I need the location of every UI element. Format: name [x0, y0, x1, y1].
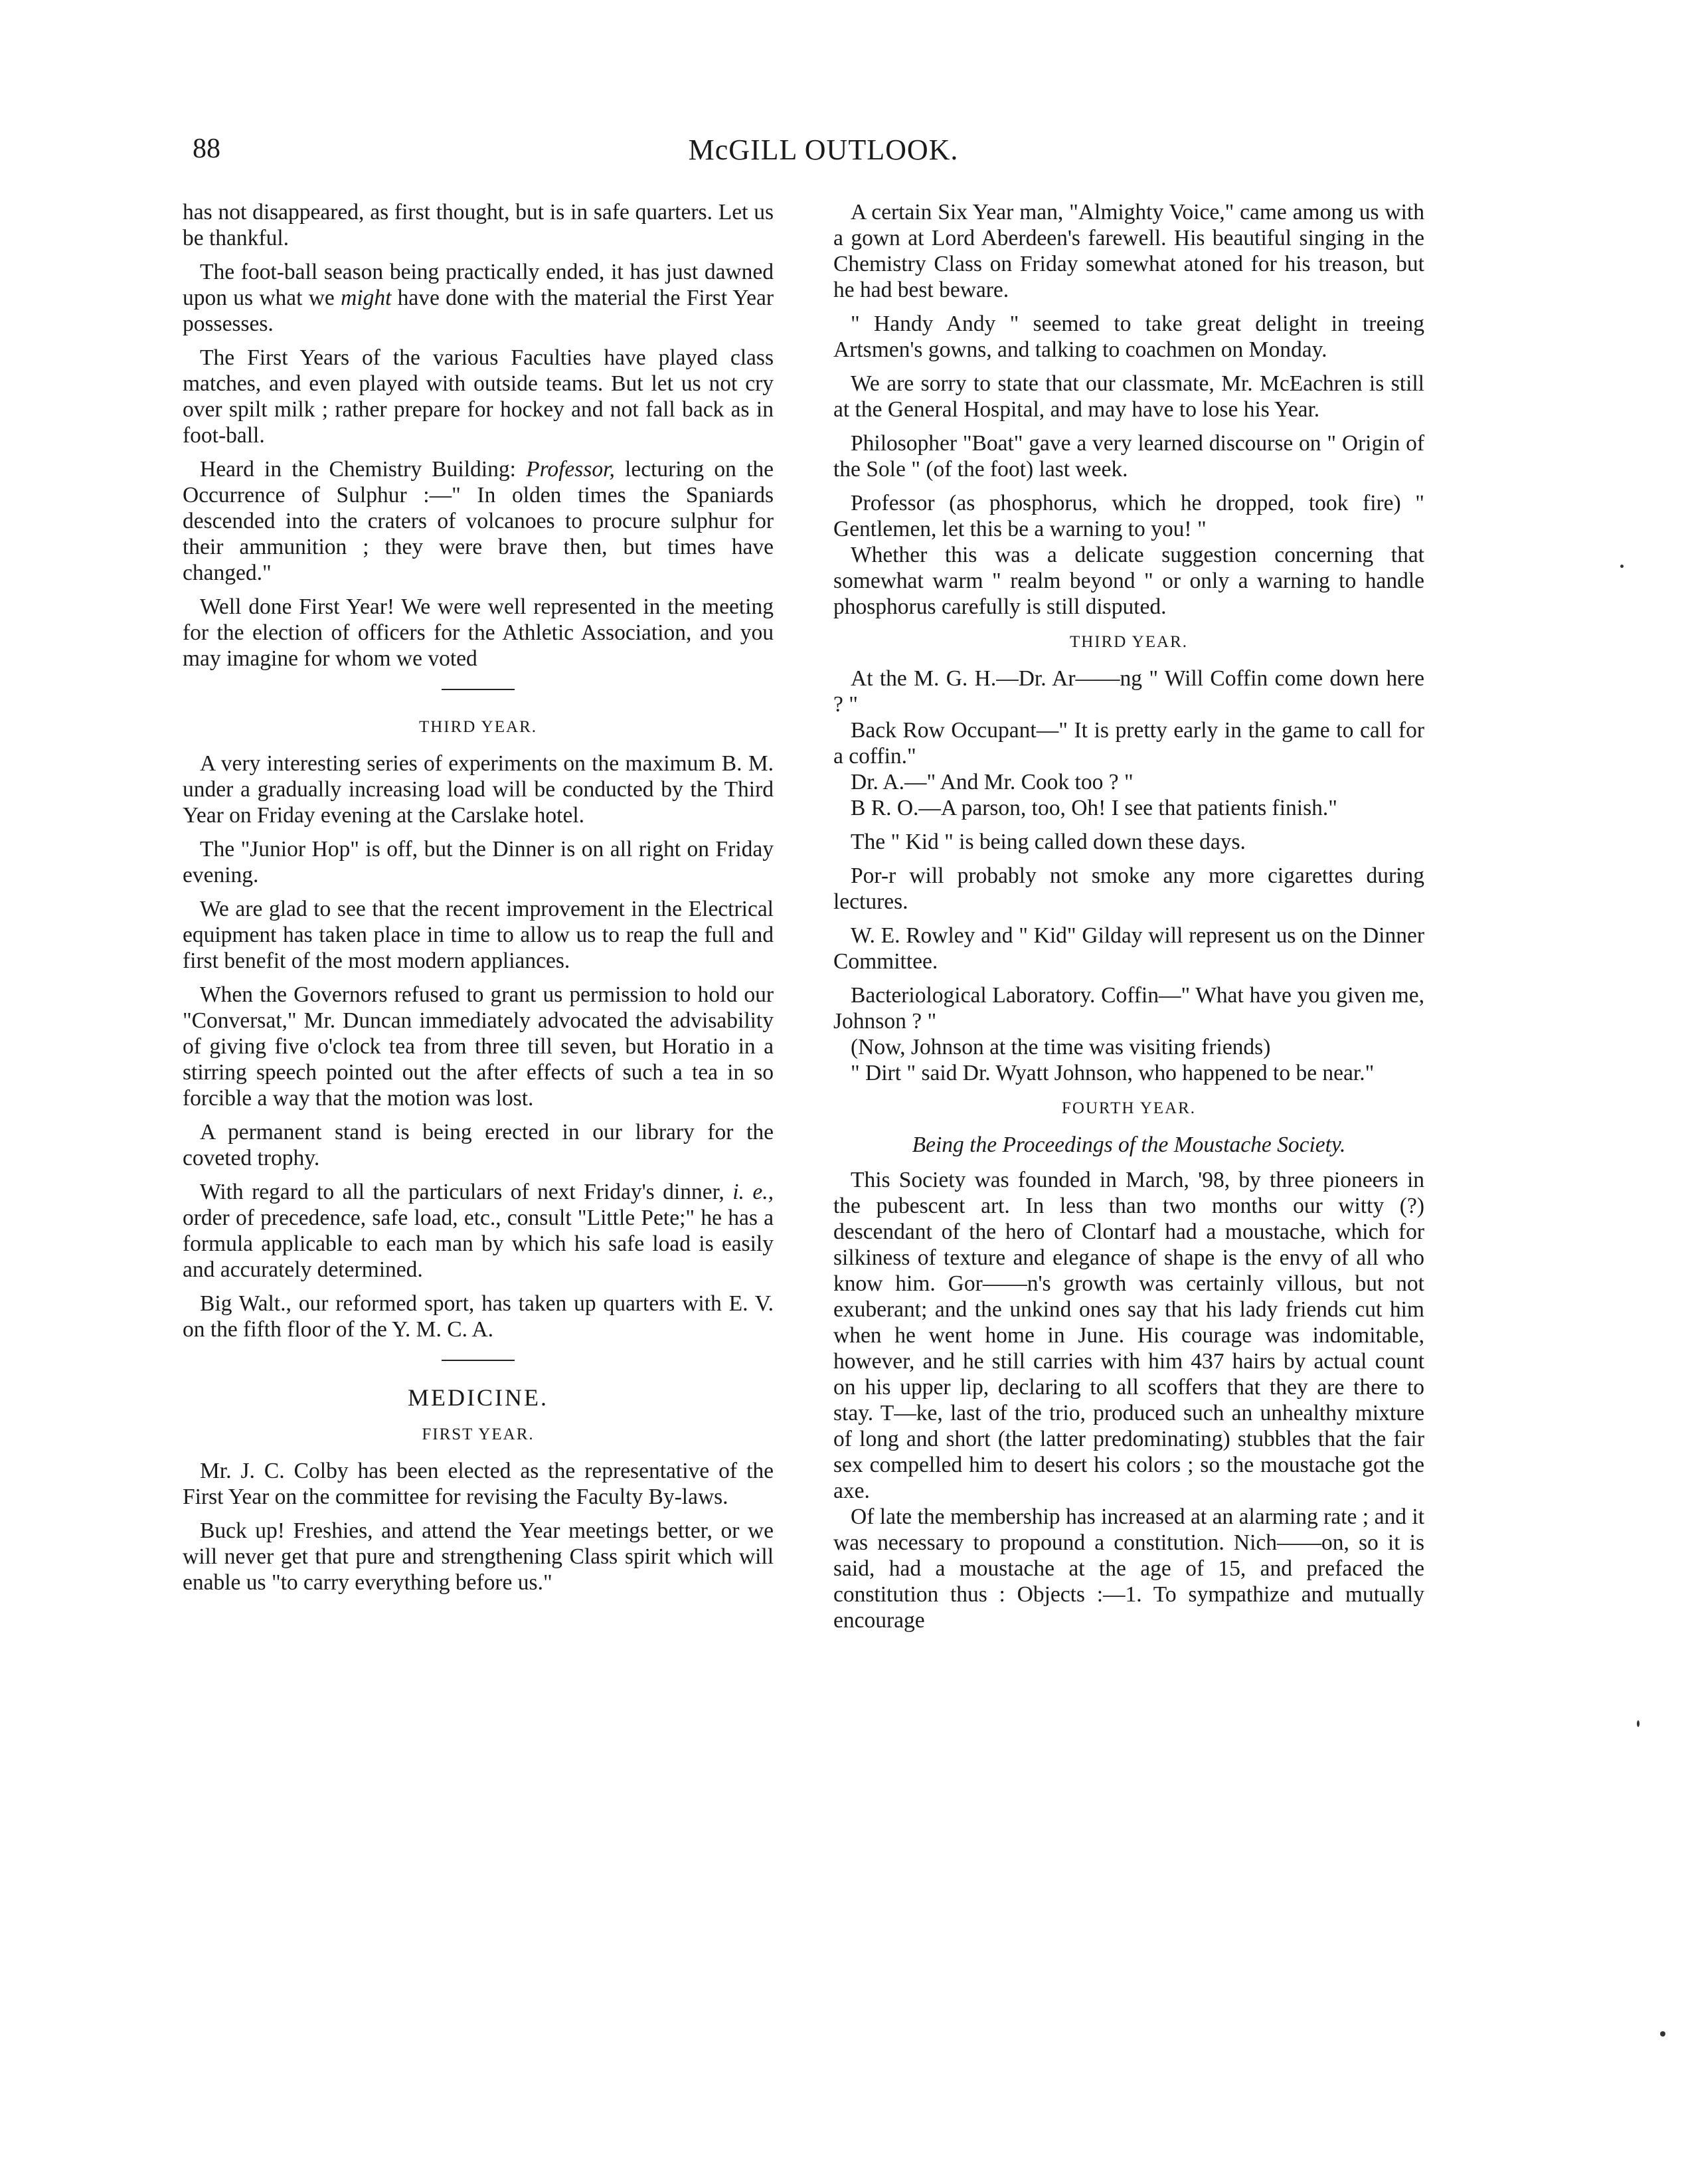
paragraph: Of late the membership has increased at an alarming rate ; and it was necessary to propound a constitution. Nich——on, so it is said, had a moustache at the age of 15, and prefaced the constitution thus : Objects :—1. To sympathize and mutually encourage [833, 1504, 1424, 1633]
paragraph: Dr. A.—" And Mr. Cook too ? " [851, 770, 1134, 794]
paragraph: has not disappeared, as first thought, but is in safe quarters. Let us be thankful. [183, 200, 774, 250]
paragraph: Por-r will probably not smoke any more cigarettes during lectures. [833, 864, 1424, 914]
section-divider [442, 1360, 515, 1361]
paragraph: At the M. G. H.—Dr. Ar——ng " Will Coffin come down here ? " [833, 666, 1424, 717]
paragraph: B R. O.—A parson, too, Oh! I see that patients finish." [851, 796, 1337, 820]
running-title: McGILL OUTLOOK. [688, 134, 959, 166]
paragraph: A certain Six Year man, "Almighty Voice," came among us with a gown at Lord Aberdeen's farewell. His beautiful singing in the Chemistry Class on Friday somewhat atoned for his treason, but he had best beware. [833, 200, 1424, 302]
page-header [193, 133, 1454, 186]
right-column [833, 199, 1424, 1641]
paragraph: This Society was founded in March, '98, by three pioneers in the pubescent art. In less than two months our witty (?) descendant of the hero of Clontarf had a moustache, which for silkiness of texture and elegance of shape is the envy of all who know him. Gor——n's growth was certainly villous, but not exuberant; and the unkind ones say that his lady friends cut him when he went home in June. His courage was indomitable, however, and he still carries with him 437 hairs by actual count on his upper lip, declaring to all scoffers that they are there to stay. T—ke, last of the trio, produced such an unhealthy mixture of long and short (the latter predominating) stubbles that the fair sex compelled him to desert his colors ; so the moustache got the axe. [833, 1168, 1424, 1503]
paragraph: " Handy Andy " seemed to take great delight in treeing Artsmen's gowns, and talking to coachmen on Monday. [833, 312, 1424, 362]
paragraph: A permanent stand is being erected in our library for the coveted trophy. [183, 1120, 774, 1170]
section-heading-medicine: MEDICINE. [408, 1384, 548, 1411]
section-heading-fourth-year: FOURTH YEAR. [1061, 1099, 1197, 1117]
paragraph: A very interesting series of experiments on the maximum B. M. under a gradually increasing load will be conducted by the Third Year on Friday evening at the Carslake hotel. [183, 751, 774, 828]
section-heading-third-year: THIRD YEAR. [418, 718, 537, 736]
paragraph: Heard in the Chemistry Building: Professor, lecturing on the Occurrence of Sulphur :—" In olden times the Spaniards descended into the craters of volcanoes to procure sulphur for their ammunition ; they were brave then, but times have changed." [183, 457, 774, 585]
paragraph: We are glad to see that the recent improvement in the Electrical equipment has taken place in time to allow us to reap the full and first benefit of the most modern appliances. [183, 897, 774, 973]
section-heading-third-year: THIRD YEAR. [1069, 633, 1188, 651]
paragraph: (Now, Johnson at the time was visiting friends) [851, 1035, 1271, 1059]
scan-speck [1620, 565, 1624, 568]
paragraph: We are sorry to state that our classmate, Mr. McEachren is still at the General Hospital, and may have to lose his Year. [833, 371, 1424, 422]
paragraph: " Dirt " said Dr. Wyatt Johnson, who happened to be near." [851, 1061, 1375, 1085]
paragraph: Big Walt., our reformed sport, has taken up quarters with E. V. on the fifth floor of the Y. M. C. A. [183, 1291, 774, 1342]
paragraph: The First Years of the various Faculties have played class matches, and even played with outside teams. But let us not cry over spilt milk ; rather prepare for hockey and not fall back as in foot-ball. [183, 345, 774, 448]
scan-speck [1660, 2031, 1665, 2037]
paragraph: Philosopher "Boat" gave a very learned discourse on " Origin of the Sole " (of the foot) last week. [833, 431, 1424, 482]
paragraph: Whether this was a delicate suggestion concerning that somewhat warm " realm beyond " or only a warning to handle phosphorus carefully is still disputed. [833, 543, 1424, 619]
paragraph: Buck up! Freshies, and attend the Year meetings better, or we will never get that pure and strengthening Class spirit which will enable us "to carry everything before us." [183, 1518, 774, 1595]
section-divider [442, 689, 515, 690]
paragraph: The " Kid " is being called down these days. [851, 830, 1246, 854]
page-number: 88 [193, 134, 220, 164]
paragraph: Bacteriological Laboratory. Coffin—" What have you given me, Johnson ? " [833, 983, 1424, 1034]
paragraph: The "Junior Hop" is off, but the Dinner is on all right on Friday evening. [183, 837, 774, 887]
section-heading-first-year: FIRST YEAR. [422, 1425, 535, 1443]
paragraph: With regard to all the particulars of next Friday's dinner, i. e., order of precedence, safe load, etc., consult "Little Pete;" he has a formula applicable to each man by which his safe load is easily and accurately determined. [183, 1180, 774, 1282]
paragraph: Mr. J. C. Colby has been elected as the representative of the First Year on the committee for revising the Faculty By-laws. [183, 1459, 774, 1509]
paragraph: Back Row Occupant—" It is pretty early in the game to call for a coffin." [833, 718, 1424, 769]
section-subtitle: Being the Proceedings of the Moustache Society. [912, 1133, 1346, 1157]
paragraph: The foot-ball season being practically ended, it has just dawned upon us what we might have done with the material the First Year possesses. [183, 260, 774, 336]
scan-speck [1637, 1720, 1640, 1727]
left-column [183, 199, 774, 1603]
paragraph: W. E. Rowley and " Kid" Gilday will represent us on the Dinner Committee. [833, 923, 1424, 974]
paragraph: Professor (as phosphorus, which he dropped, took fire) " Gentlemen, let this be a warning to you! " [833, 491, 1424, 541]
paragraph: Well done First Year! We were well represented in the meeting for the election of officers for the Athletic Association, and you may imagine for whom we voted [183, 594, 774, 671]
paragraph: When the Governors refused to grant us permission to hold our "Conversat," Mr. Duncan immediately advocated the advisability of giving five o'clock tea from three till seven, but Horatio in a stirring speech pointed out the after effects of such a tea in so forcible a way that the motion was lost. [183, 982, 774, 1111]
